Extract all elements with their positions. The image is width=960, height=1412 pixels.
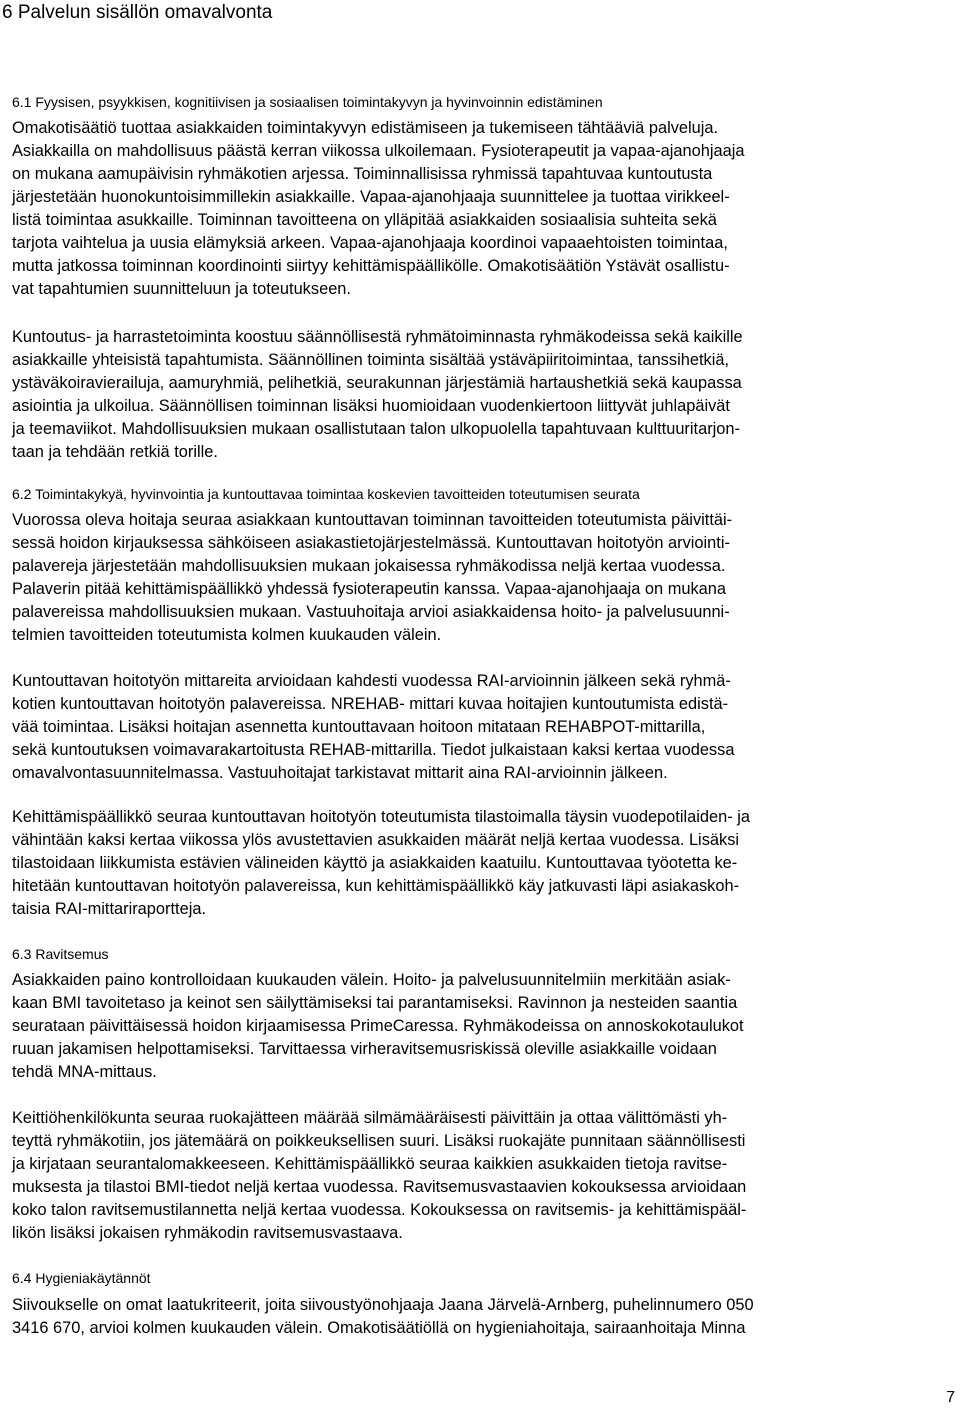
paragraph-6-3-b [12, 1107, 920, 1245]
text-line: ruuan jakamisen helpottamiseksi. Tarvittaessa virheravitsemusriskissä oleville asiakkaille voidaan [12, 1040, 717, 1058]
text-line: omavalvontasuunnitelmassa. Vastuuhoitajat tarkistavat mittarit aina RAI-arvioinnin jälkeen. [12, 764, 668, 782]
text-line: kaan BMI tavoitetaso ja keinot sen säilyttämiseksi tai parantamiseksi. Ravinnon ja nesteiden saantia [12, 994, 738, 1012]
text-line: Palaverin pitää kehittämispäällikkö yhdessä fysioterapeutin kanssa. Vapaa-ajanohjaaja on mukana [12, 580, 727, 598]
text-line: Kuntouttavan hoitotyön mittareita arvioidaan kahdesti vuodessa RAI-arvioinnin jälkeen sekä ryhmä- [12, 672, 731, 690]
paragraph-6-2-c [12, 806, 920, 921]
text-line: Siivoukselle on omat laatukriteerit, joita siivoustyönohjaaja Jaana Järvelä-Arnberg, puhelinnumero 050 [12, 1296, 754, 1314]
section-heading-6-1: 6.1 Fyysisen, psyykkisen, kognitiivisen ja sosiaalisen toimintakyvyn ja hyvinvoinnin edistäminen [12, 94, 603, 110]
text-line: muksesta ja tilastoi BMI-tiedot neljä kertaa vuodessa. Ravitsemusvastaavien kokouksessa arvioidaan [12, 1178, 747, 1196]
text-line: hitetään kuntouttavan hoitotyön palavereissa, kun kehittämispäällikkö käy jatkuvasti läpi asiakaskoh- [12, 877, 740, 895]
paragraph-6-2-a [12, 509, 920, 647]
text-line: listä toimintaa asukkaille. Toiminnan tavoitteena on ylläpitää asiakkaiden sosiaalisia suhteita sekä [12, 211, 717, 229]
paragraph-6-3-a [12, 969, 920, 1084]
chapter-title: 6 Palvelun sisällön omavalvonta [2, 2, 273, 23]
text-line: teyttä ryhmäkotiin, jos jätemäärä on poikkeuksellisen suuri. Lisäksi ruokajäte punnitaan säännöllisesti [12, 1132, 746, 1150]
page-number: 7 [946, 1389, 955, 1406]
text-line: tarjota vaihtelua ja uusia elämyksiä arkeen. Vapaa-ajanohjaaja koordinoi vapaaehtoisten toimintaa, [12, 234, 728, 252]
text-line: tilastoidaan liikkumista estävien välineiden käyttö ja asiakkaiden kaatuilu. Kuntouttavaa työotetta ke- [12, 854, 738, 872]
text-line: Keittiöhenkilökunta seuraa ruokajätteen määrää silmämääräisesti päivittäin ja ottaa välittömästi yh- [12, 1109, 728, 1127]
text-line: taisia RAI-mittariraportteja. [12, 900, 207, 918]
paragraph-6-4-a [12, 1294, 920, 1340]
text-line: telmien tavoitteiden toteutumista kolmen kuukauden välein. [12, 626, 442, 644]
text-line: Asiakkaiden paino kontrolloidaan kuukauden välein. Hoito- ja palvelusuunnitelmiin merkitään asiak- [12, 971, 731, 989]
text-line: vähintään kaksi kertaa viikossa ylös avustettavien asukkaiden määrät neljä kertaa vuodessa. Lisäksi [12, 831, 740, 849]
text-line: 3416 670, arvioi kolmen kuukauden välein. Omakotisäätiöllä on hygieniahoitaja, sairaanhoitaja Minna [12, 1319, 746, 1337]
text-line: Kuntoutus- ja harrastetoiminta koostuu säännöllisestä ryhmätoiminnasta ryhmäkodeissa sekä kaikille [12, 328, 743, 346]
text-line: koko talon ravitsemustilannetta neljä kertaa vuodessa. Kokouksessa on ravitsemis- ja kehittämispääl- [12, 1201, 747, 1219]
paragraph-6-2-b [12, 670, 920, 785]
text-line: Asiakkailla on mahdollisuus päästä kerran viikossa ulkoilemaan. Fysioterapeutit ja vapaa-ajanohjaaja [12, 142, 745, 160]
section-heading-6-4: 6.4 Hygieniakäytännöt [12, 1270, 151, 1286]
text-line: kotien kuntouttavan hoitotyön palavereissa. NREHAB- mittari kuvaa hoitajien kuntoutumista edistä- [12, 695, 729, 713]
text-line: Vuorossa oleva hoitaja seuraa asiakkaan kuntouttavan toiminnan tavoitteiden toteutumista päivittäi- [12, 511, 733, 529]
text-line: ystäväkoiravierailuja, aamuryhmiä, pelihetkiä, seurakunnan järjestämiä hartaushetkiä sekä kaupassa [12, 374, 742, 392]
text-line: palavereissa mahdollisuuksien mukaan. Vastuuhoitaja arvioi asiakkaidensa hoito- ja palvelusuunni- [12, 603, 730, 621]
text-line: Omakotisäätiö tuottaa asiakkaiden toimintakyvyn edistämiseen ja tukemiseen tähtääviä palveluja. [12, 119, 719, 137]
text-line: vat tapahtumien suunnitteluun ja toteutukseen. [12, 280, 351, 298]
text-line: on mukana aamupäivisin ryhmäkotien arjessa. Toiminnallisissa ryhmissä tapahtuvaa kuntoutusta [12, 165, 713, 183]
text-line: palavereja järjestetään mahdollisuuksien mukaan jokaisessa ryhmäkodissa neljä kertaa vuodessa. [12, 557, 726, 575]
text-line: likön lisäksi jokaisen ryhmäkodin ravitsemusvastaava. [12, 1224, 403, 1242]
text-line: sekä kuntoutuksen voimavarakartoitusta REHAB-mittarilla. Tiedot julkaistaan kaksi kertaa vuodessa [12, 741, 735, 759]
text-line: mutta jatkossa toiminnan koordinointi siirtyy kehittämispäällikölle. Omakotisäätiön Ystävät osallistu- [12, 257, 730, 275]
text-line: tehdä MNA-mittaus. [12, 1063, 157, 1081]
text-line: ja teemaviikot. Mahdollisuuksien mukaan osallistutaan talon ulkopuolella tapahtuvaan kulttuuritarjon- [12, 420, 740, 438]
text-line: seurataan päivittäisessä hoidon kirjaamisessa PrimeCaressa. Ryhmäkodeissa on annoskokotaulukot [12, 1017, 744, 1035]
text-line: asiakkaille yhteisistä tapahtumista. Säännöllinen toiminta sisältää ystäväpiiritoimintaa, tanssihetkiä, [12, 351, 730, 369]
text-line: Kehittämispäällikkö seuraa kuntouttavan hoitotyön toteutumista tilastoimalla täysin vuodepotilaiden- ja [12, 808, 751, 826]
text-line: ja kirjataan seurantalomakkeeseen. Kehittämispäällikkö seuraa kaikkien asukkaiden tietoja ravitse- [12, 1155, 728, 1173]
section-heading-6-3: 6.3 Ravitsemus [12, 946, 109, 962]
text-line: järjestetään huonokuntoisimmillekin asiakkaille. Vapaa-ajanohjaaja suunnittelee ja tuottaa virikkeel- [12, 188, 730, 206]
text-line: asiointia ja ulkoilua. Säännöllisen toiminnan lisäksi huomioidaan vuodenkiertoon liittyvät juhlapäivät [12, 397, 730, 415]
paragraph-6-1-b [12, 326, 920, 464]
text-line: vää toimintaa. Lisäksi hoitajan asennetta kuntouttavaan hoitoon mitataan REHABPOT-mittarilla, [12, 718, 706, 736]
paragraph-6-1-a [12, 117, 920, 301]
text-line: taan ja tehdään retkiä torille. [12, 443, 218, 461]
section-heading-6-2: 6.2 Toimintakykyä, hyvinvointia ja kuntouttavaa toimintaa koskevien tavoitteiden toteutumisen seurata [12, 486, 640, 502]
text-line: sessä hoidon kirjauksessa sähköiseen asiakastietojärjestelmässä. Kuntouttavan hoitotyön arviointi- [12, 534, 730, 552]
